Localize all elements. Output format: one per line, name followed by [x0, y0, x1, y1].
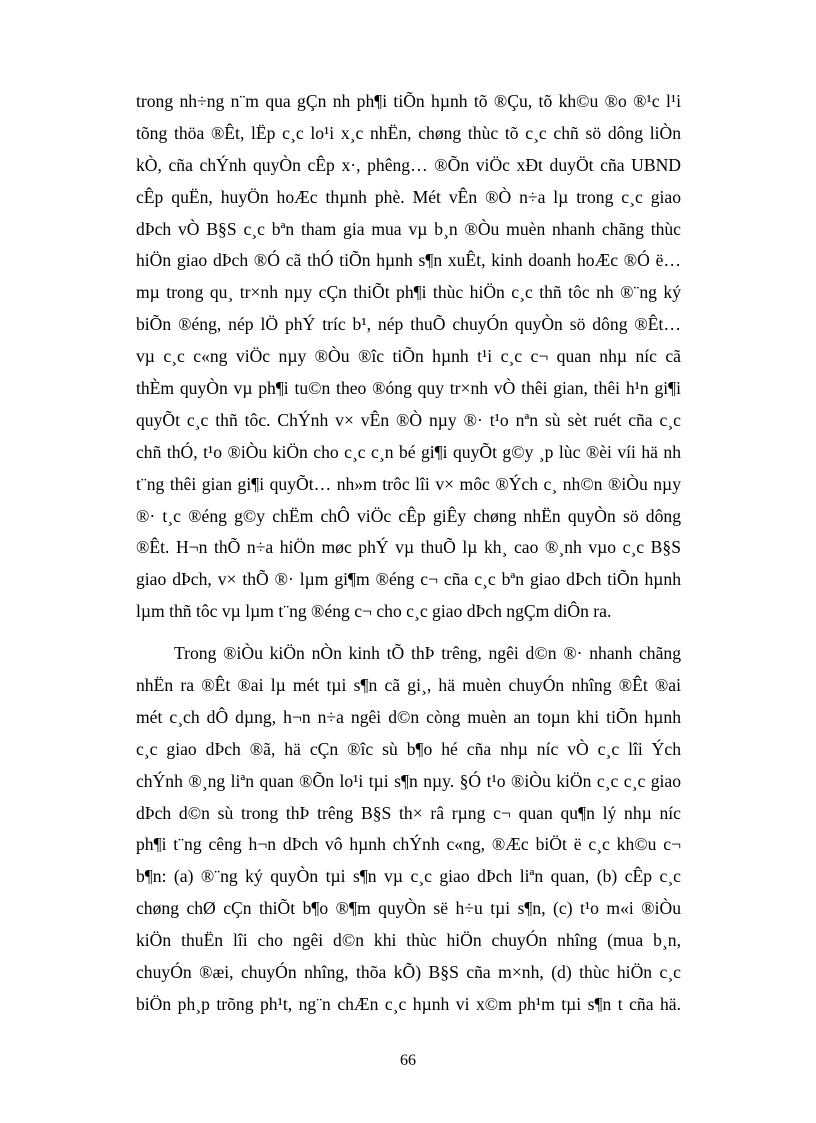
paragraph-spacer [136, 628, 681, 638]
text-line: c¸c giao dÞch ®ã, hä cÇn ®îc sù b¶o hé cña nhµ níc vÒ c¸c lîi Ých [136, 738, 681, 759]
text-line: chñ thÓ, t¹o ®iÒu kiÖn cho c¸c c¸n bé gi¶i quyÕt g©y ¸p lùc ®èi víi hä nh [136, 441, 681, 462]
text-line: cÊp quËn, huyÖn hoÆc thµnh phè. Mét vÊn ®Ò n÷a lµ trong c¸c giao [136, 186, 681, 207]
text-line: lµm thñ tôc vµ lµm t¨ng ®éng c¬ cho c¸c giao dÞch ngÇm diÔn ra. [136, 601, 612, 622]
text-line: Trong ®iÒu kiÖn nÒn kinh tÕ thÞ trêng, ngêi d©n ®· nhanh chãng [174, 643, 681, 664]
text-line: chuyÓn ®æi, chuyÓn nhîng, thõa kÕ) B§S cña m×nh, (d) thùc hiÖn c¸c [136, 962, 681, 983]
text-line: hiÖn giao dÞch ®Ó cã thÓ tiÕn hµnh s¶n xuÊt, kinh doanh hoÆc ®Ó ë… [136, 250, 681, 271]
text-line: mµ trong qu¸ tr×nh nµy cÇn thiÕt ph¶i thùc hiÖn c¸c thñ tôc nh ®¨ng ký [136, 282, 681, 303]
text-line: quyÕt c¸c thñ tôc. ChÝnh v× vÊn ®Ò nµy ®· t¹o nªn sù sèt ruét cña c¸c [136, 409, 681, 430]
text-line: dÞch vÒ B§S c¸c bªn tham gia mua vµ b¸n ®Òu muèn nhanh chãng thùc [136, 218, 681, 239]
text-line: chÝnh ®¸ng liªn quan ®Õn lo¹i tµi s¶n nµy. §Ó t¹o ®iÒu kiÖn c¸c c¸c giao [136, 770, 681, 791]
text-line: giao dÞch, v× thÕ ®· lµm gi¶m ®éng c¬ cña c¸c bªn giao dÞch tiÕn hµnh [136, 569, 681, 590]
text-line: ®· t¸c ®éng g©y chËm chÔ viÖc cÊp giÊy chøng nhËn quyÒn sö dông [136, 505, 681, 526]
text-line: vµ c¸c c«ng viÖc nµy ®Òu ®îc tiÕn hµnh t¹i c¸c c¬ quan nhµ níc cã [136, 346, 681, 367]
text-line: nhËn ra ®Êt ®ai lµ mét tµi s¶n cã gi¸, hä muèn chuyÓn nhîng ®Êt ®ai [136, 675, 681, 696]
paragraph-1 [136, 86, 681, 628]
text-line: trong nh÷ng n¨m qua gÇn nh ph¶i tiÕn hµnh tõ ®Çu, tõ kh©u ®o ®¹c l¹i [136, 91, 681, 111]
text-line: t¨ng thêi gian gi¶i quyÕt… nh»m trôc lîi v× môc ®Ých c¸ nh©n ®iÒu nµy [136, 473, 681, 494]
text-line: mét c¸ch dÔ dµng, h¬n n÷a ngêi d©n còng muèn an toµn khi tiÕn hµnh [136, 706, 681, 727]
text-line: biÕn ®éng, nép lÖ phÝ tríc b¹, nép thuÕ chuyÓn quyÒn sö dông ®Êt… [136, 314, 681, 335]
text-line: dÞch d©n sù trong thÞ trêng B§S th× râ rµng c¬ quan qu¶n lý nhµ níc [136, 802, 681, 823]
body-text [136, 86, 681, 1021]
text-line: tõng thöa ®Êt, lËp c¸c lo¹i x¸c nhËn, chøng thùc tõ c¸c chñ sö dông liÒn [136, 122, 681, 143]
text-line: kiÖn thuËn lîi cho ngêi d©n khi thùc hiÖn chuyÓn nhîng (mua b¸n, [136, 930, 681, 951]
text-line: chøng chØ cÇn thiÕt b¶o ®¶m quyÒn së h÷u tµi s¶n, (c) t¹o m«i ®iÒu [136, 898, 681, 919]
text-line: ph¶i t¨ng cêng h¬n dÞch vô hµnh chÝnh c«ng, ®Æc biÖt ë c¸c kh©u c¬ [136, 834, 681, 855]
text-line: ®Êt. H¬n thÕ n÷a hiÖn møc phÝ vµ thuÕ lµ kh¸ cao ®¸nh vµo c¸c B§S [136, 537, 681, 558]
text-line: b¶n: (a) ®¨ng ký quyÒn tµi s¶n vµ c¸c giao dÞch liªn quan, (b) cÊp c¸c [136, 866, 681, 887]
text-line: kÒ, cña chÝnh quyÒn cÊp x·, phêng… ®Õn viÖc xÐt duyÖt cña UBND [136, 154, 681, 175]
paragraph-2 [136, 638, 681, 1021]
text-line: biÖn ph¸p trõng ph¹t, ng¨n chÆn c¸c hµnh vi x©m ph¹m tµi s¶n t cña hä. [136, 993, 681, 1014]
page-number: 66 [400, 1052, 416, 1069]
text-line: thÈm quyÒn vµ ph¶i tu©n theo ®óng quy tr×nh vÒ thêi gian, thêi h¹n gi¶i [136, 378, 681, 399]
